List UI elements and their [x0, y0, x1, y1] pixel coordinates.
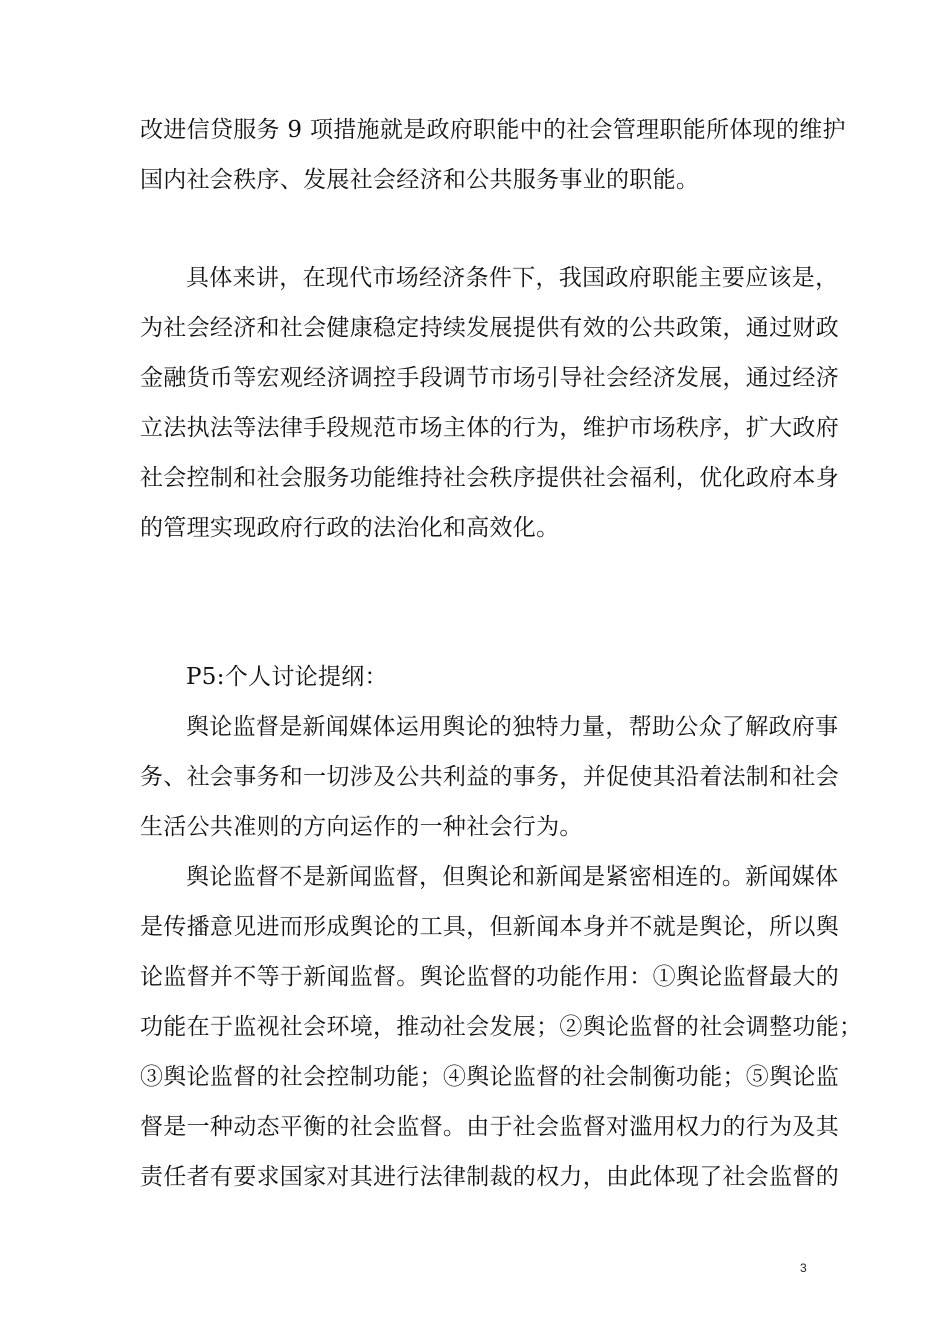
text-line: 改进信贷服务 9 项措施就是政府职能中的社会管理职能所体现的维护 [140, 117, 846, 143]
text-line: ③舆论监督的社会控制功能；④舆论监督的社会制衡功能；⑤舆论监 [140, 1064, 839, 1090]
page-number: 3 [800, 1261, 807, 1275]
text-line: 责任者有要求国家对其进行法律制裁的权力，由此体现了社会监督的 [140, 1164, 839, 1190]
text-line: 金融货币等宏观经济调控手段调节市场引导社会经济发展，通过经济 [140, 365, 839, 391]
text-line: 舆论监督不是新闻监督，但舆论和新闻是紧密相连的。新闻媒体 [186, 864, 839, 890]
text-line: 具体来讲，在现代市场经济条件下，我国政府职能主要应该是， [186, 265, 839, 291]
section-heading: P5:个人讨论提纲： [186, 664, 388, 690]
text-line: 督是一种动态平衡的社会监督。由于社会监督对滥用权力的行为及其 [140, 1114, 839, 1140]
text-line: 社会控制和社会服务功能维持社会秩序提供社会福利，优化政府本身 [140, 465, 839, 491]
text-line: 是传播意见进而形成舆论的工具，但新闻本身并不就是舆论，所以舆 [140, 914, 839, 940]
text-line: 功能在于监视社会环境，推动社会发展；②舆论监督的社会调整功能； [140, 1014, 863, 1040]
text-line: 为社会经济和社会健康稳定持续发展提供有效的公共政策，通过财政 [140, 315, 839, 341]
text-line: 立法执法等法律手段规范市场主体的行为，维护市场秩序，扩大政府 [140, 415, 839, 441]
text-line: 生活公共准则的方向运作的一种社会行为。 [140, 814, 583, 840]
text-line: 的管理实现政府行政的法治化和高效化。 [140, 515, 560, 541]
text-line: 国内社会秩序、发展社会经济和公共服务事业的职能。 [140, 167, 700, 193]
text-line: 论监督并不等于新闻监督。舆论监督的功能作用：①舆论监督最大的 [140, 964, 839, 990]
text-line: 舆论监督是新闻媒体运用舆论的独特力量，帮助公众了解政府事 [186, 714, 839, 740]
text-line: 务、社会事务和一切涉及公共利益的事务，并促使其沿着法制和社会 [140, 764, 839, 790]
